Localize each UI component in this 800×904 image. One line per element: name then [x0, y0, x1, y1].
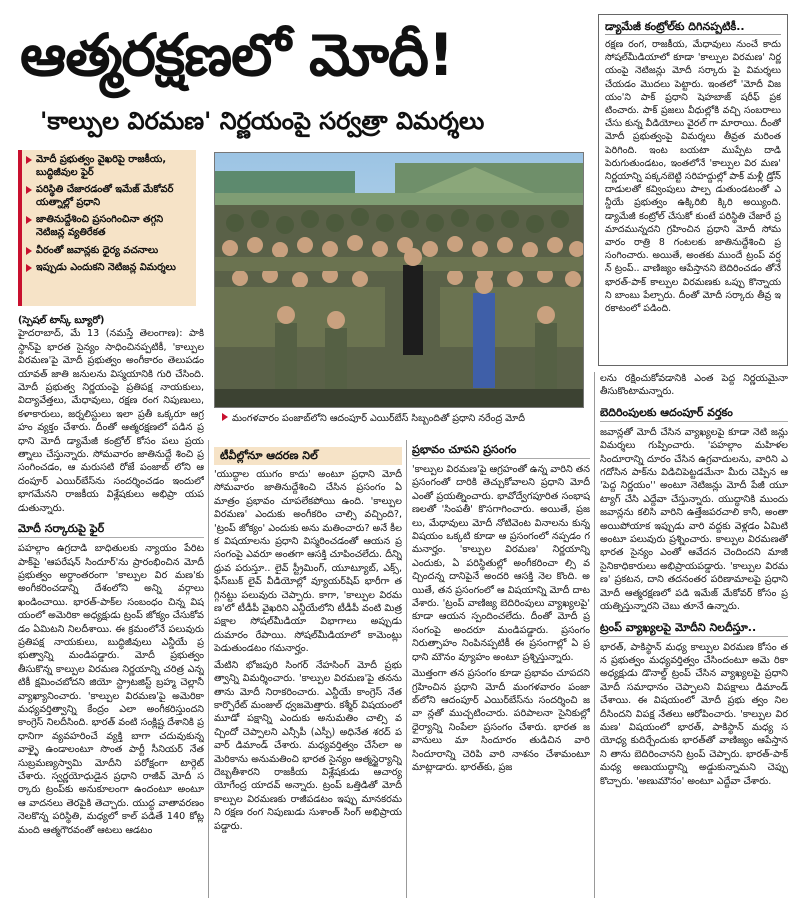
paragraph: మేటిని భోజపురి సింగర్ నేహసింగ్ మోదీ ప్రభు త్వాన్ని విమర్శించారు. 'కాల్పుల విరమణ'పై తనను తాను మోదీ నిరాకరించారు. ఎన్డీయే కాంగ్రెస్ నేత కార్పొరేట్ మంజుల్ ధ్వజమెత్తారు. కశ్మీర్ విషయంలో మూడో పక్షాన్ని ఎందుకు అనుమతిం చాల్సి వచ్చిందో చెప్పాలని ఎన్సీపీ (ఎస్పీ) అధినేత శరద్ పవార్ డిమాండ్ చేశారు. మధ్యవర్తిత్వం చేసేలా అమెరికాను అనుమతించి భారత సైన్యం ఆత్మస్థైర్యాన్ని దెబ్బతీశారని రాజకీయ విశ్లేషకుడు ఆచార్య యోగేంద్ర యాదవ్ అన్నారు. ట్రంప్ ఒత్తిడితో మోదీ కాల్పుల విరమణకు రాజీపడటం ఇప్పు మానకరమని రక్షణ రంగ నిపుణుడు సుశాంత్ సింగ్ అభిప్రాయపడ్డారు.: [214, 659, 402, 832]
highlight-item: వీరంతో జవాన్లకు ధైర్య వచనాలు: [26, 245, 192, 258]
bullet-icon: [26, 247, 32, 255]
column-divider: [594, 372, 595, 898]
photo-caption: మంగళవారం పంజాబ్‌లోని ఆదంపూర్ ఎయిర్‌బేస్ సిబ్బందితో ప్రధాని నరేంద్ర మోదీ: [214, 408, 584, 430]
sidebar-title: డ్యామేజీ కంట్రోల్‌కు దిగినప్పటికీ..: [605, 19, 781, 35]
paragraph: 'కాల్పుల విరమణ'పై ఆగ్రహంతో ఉన్న వారిని తన ప్రసంగంతో దారికి తెచ్చుకోవాలని ప్రధాని మోదీ ఎంతో ప్రయత్నించారు. భావోద్వేగపూరిత సంభాషణలతో 'సింపతీ' కొసగాగించారు. అయితే, ప్రజలు, మేధావులు మోదీ నోటివెంట వినాలను కున్న విషయం ఒక్కటి కూడా ఆ ప్రసంగంలో నప్పడం గమనార్హం. 'కాల్పుల విరమణ' నిర్ణయాన్ని ఎందుకు, ఏ పరిస్థితుల్లో అంగీకరించా ల్సి వచ్చిందన్న దానిపైనే అందరి ఆసక్తి నెల కొంది. అయితే, తన ప్రసంగంలో ఆ విషయాన్ని మోదీ దాటవేశారు. 'ట్రంప్ వాణిజ్య బెదిరింపులు వ్యాఖ్యలపై' కూడా ఆయన స్పందించలేదు. దీంతో మోదీ ప్రసంగంపై అందరూ మండిపడ్డారు. ప్రసంగం నిరుత్సాహం నింపినప్పటికీ ఈ ప్రసంగాల్లో ఏ ప్రధాని మౌనం వ్యూహం అంటూ ప్రశ్నిస్తున్నారు.: [412, 464, 590, 663]
paragraph: జవాన్లతో మోదీ చేసిన వ్యాఖ్యలపై కూడా నెటి జన్లు విమర్శలు గుప్పించారు. 'పహల్గాం మహిళల సిందూరాన్ని దూరం చేసిన ఉగ్రవాదులను, వారిని ఎగదోసిన పాక్‌ను విడిచిపెట్టడమేనా మీరు చెప్పిన ఆ 'పెద్ద నిర్ణయం'' అంటూ నెటిజన్లు మోదీ పేజీ యూ ట్యాగ్ చేసి ఎద్దేవా చేస్తున్నారు. యుద్ధానికి ముందు జవాన్లను కలిసి వారిని ఉత్తేజపరచాలి కానీ, అంతా అయిపోయాక ఇప్పుడు వారి వద్దకు వెళ్లడం ఏమిటి అంటూ పలువురు ప్రశ్నించారు. కాల్పుల విరమణతో భారత సైన్యం ఎంతో ఆవేదన చెందిందని మాజీ సైనికాధికారులు అభిప్రాయపడ్డారు. 'కాల్పుల విరమణ' ప్రకటన, దాని తదనంతర పరిణామాలపై ప్రధాని మోదీ ఆత్మరక్షణలో పడి ఇమేజ్ మేకోవర్ కోసం ప్రయత్నిస్తున్నారని చెబు తూనే ఉన్నారు.: [600, 426, 788, 613]
paragraph: 'యుద్ధాల యుగం కాదు' అంటూ ప్రధాని మోదీ సోమవారం జాతినుద్దేశించి చేసిన ప్రసంగం ఏ మాత్రం ప్రభావం చూపలేకపోయి ఉంది. 'కాల్పుల విరమణ' ఎందుకు అంగీకరిం చాల్సి వచ్చింది?, 'ట్రంప్ జోక్యం' ఎందుకు అను మతించారు? అనే కీలక విషయాలను ప్రధాని విస్మరించడంతో ఆయన ప్రసంగంపై ఎవరూ అంతగా ఆసక్తి చూపించలేదు. దీన్ని ధ్రువ పరుస్తూ.. లైవ్ స్ట్రీమింగ్, యూట్యూబ్, ఎక్స్, ఫేస్‌బుక్ లైవ్ వీడియోల్లో వ్యూయర్‌షిప్ భారీగా తగ్గినట్టు పలువురు చెప్పారు. కాగా, 'కాల్పుల విరమ ణ'లో టీడీపీ వైఖరిని ఎన్డీయేలోని టీడీపీ వంటి మిత్రపక్షాల సోషల్‌మీడియా విభాగాలు అప్పుడు దుమారం రేపాయి. సోషల్‌మీడియాలో కామెంట్లు పెడుతుండటం గమనార్హం.: [214, 469, 402, 655]
highlight-item: జాతినుద్దేశించి ప్రసంగించినా తగ్గని నెటిజన్ల వ్యతిరేకత: [26, 214, 192, 239]
highlight-item: పరిస్థితి చేజారడంతో ఇమేజ్ మేకోవర్ యత్నాల్లో ప్రధాని: [26, 184, 192, 209]
sidebar-box: [598, 14, 788, 366]
subheading: టీవీల్లోనూ ఆదరణ నిల్: [214, 447, 402, 465]
byline: (స్పెషల్ టాస్క్ బ్యూరో): [18, 315, 105, 326]
bullet-icon: [26, 264, 32, 272]
subheading: మోదీ సర్కారుపై ఫైర్: [18, 521, 204, 538]
paragraph: మొత్తంగా తన ప్రసంగం కూడా ప్రభావం చూపదని గ్రహించిన ప్రధాని మోదీ మంగళవారం పంజా బ్‌లోని ఆదంపూర్ ఎయిర్‌బేస్‌ను సందర్శించి జవా న్లతో ముచ్చటించారు. పరిపాలనా సైనికుల్లో ధైర్యాన్ని నింపేలా ప్రసంగం చేశారు. భారత జవానులు మా సిందూరం తుడిచిన వారి సిందూరాన్ని చెరిపి వారి నాశనం చేశామంటూ మాట్లాడారు. భారత్‌కు, ప్రజ: [412, 668, 590, 773]
news-photo: [214, 152, 584, 408]
caption-marker-icon: [222, 413, 228, 421]
paragraph: పహల్గాం ఉగ్రదాడి బాధితులకు న్యాయం పేరిట పాక్‌పై 'ఆపరేషన్ సిందూర్'ను ప్రారంభించిన మోదీ ప్రభుత్వం అర్ధాంతరంగా 'కాల్పుల విర మణ'కు అంగీకరించడాన్ని దేశంలోని అన్ని వర్గాలు ఖండించాయి. భారత్-పాక్‌ల సంబంధం చిన్న విషయంలో అమెరికా అధ్యక్షుడు ట్రంప్ జోక్యం చేసుకోవడం ఏమిటని నిలదీశాయి. ఈ క్రమంలోనే పలువురు ప్రతిపక్ష నాయకులు, బుద్ధిజీవులు ఎన్డీయే ప్రభుత్వాన్ని మండిపడ్డారు. మోదీ ప్రభుత్వం తీసుకొన్న కాల్పుల విరమణ నిర్ణయాన్ని చరిత్ర ఎన్నటికీ క్షమించబోదని జియో స్ట్రాటజిస్ట్ బ్రహ్మ చెల్లానీ వ్యాఖ్యానించారు. 'కాల్పుల విరమణ'పై అమెరికా మధ్యవర్తిత్వాన్ని కేంద్రం ఎలా అంగీకరిస్తుందని కాంగ్రెస్ నిలదీసింది. భారత్ వంటి సంక్లిష్ట దేశానికి ప్రధానిగా వ్యవహరించే వ్యక్తి బాగా చదువుకున్న వాళ్ళై ఉండాలంటూ సొంత పార్టీ సీనియర్ నేత సుబ్రమణ్యస్వామి మోదీని పరోక్షంగా టార్గెట్ చేశారు. స్వర్ణయోధుడైన ప్రధాని రాజీవ్ మోదీ సర్కారు ట్రంప్‌కు అనుకూలంగా ఉందంటూ అంటూ ఆ వాదనలు తెరపైకి తెచ్చారు. యుద్ధ వాతావరణం నెలకొన్న పరిస్థితి, మధ్యలో కాల్ పడితే 140 కోట్ల మంది ఆత్మగౌరవంతో ఆటలు ఆడటం: [18, 543, 204, 836]
bullet-icon: [26, 186, 32, 194]
column-1: [18, 314, 204, 898]
highlight-item: మోదీ ప్రభుత్వం వైఖరిపై రాజకీయ, బుద్ధిజీవుల ఫైర్: [26, 154, 192, 179]
highlights-box: [18, 150, 196, 306]
subheadline: 'కాల్పుల విరమణ' నిర్ణయంపై సర్వత్రా విమర్శలు: [40, 107, 485, 135]
bullet-icon: [26, 156, 32, 164]
paragraph: భారత్, పాకిస్థాన్ మధ్య కాల్పుల విరమణ కోసం తన ప్రభుత్వం మధ్యవర్తిత్వం చేసిందంటూ అమె రికా అధ్యక్షుడు డొనాల్డ్ ట్రంప్ చేసిన వ్యాఖ్యలపై ప్రధాని మోదీ సమాధానం చెప్పాలని విపక్షాలు డిమాండ్ చేశాయి. ఈ విషయంలో మోదీ ప్రభు త్వం నిలదీసిందని విపక్ష నేతలు ఆరోపించారు. 'కాల్పుల విరమణ' విషయంలో భారత్, పాకిస్థాన్ మధ్య సయోధ్య కుదిర్చేందుకు భారత్‌తో వాణిజ్యం ఆపేస్తానని తాను బెదిరించానని ట్రంప్ చెప్పారు. భారత్-పాక్ మధ్య అణుయుద్ధాన్ని అడ్డుకున్నామని చెప్పు కొచ్చారు. 'అణుమౌనం' అంటూ ఎద్దేవా చేశారు.: [600, 641, 788, 787]
column-2: [214, 468, 402, 898]
bullet-icon: [26, 216, 32, 224]
highlight-item: ఇప్పుడు ఎందుకని నెటిజన్ల విమర్శలు: [26, 262, 192, 275]
crowd-photo-illustration: [215, 153, 584, 408]
subheading: ప్రభావం చూపని ప్రసంగం: [412, 442, 590, 459]
headline: ఆత్మరక్షణలో మోదీ!: [20, 21, 454, 89]
column-4: [600, 372, 788, 898]
column-divider: [208, 440, 209, 898]
column-divider: [406, 440, 407, 898]
paragraph: హైదరాబాద్, మే 13 (నమస్తే తెలంగాణ): పాకి స్థాన్‌పై భారత సైన్యం సాధించినప్పటికీ, 'కాల్పుల విరమణ'పై మోదీ ప్రభుత్వం అంగీకారం తెలుపడం యావత్ జాతి జనులను విస్మయానికి గురి చేసింది. మోదీ ప్రభుత్వ నిర్ణయంపై ప్రతిపక్ష నాయకులు, విద్యావేత్తలు, మేధావులు, రక్షణ రంగ నిపుణులు, కళాకారులు, జర్నలిస్టులు ఇలా ప్రతీ ఒక్కరూ ఆగ్రహం వ్యక్తం చేశారు. దీంతో ఆత్మరక్షణలో పడిన ప్రధాని మోదీ డ్యామేజీ కంట్రోల్‌ కోసం పలు ప్రయత్నాలు చేస్తున్నారు. సోమవారం జాతినుద్దే శించి ప్రసంగించడం, ఆ మరుసటి రోజే పంజాబ్‌ లోని ఆదంపూర్ ఎయిర్‌బేస్‌ను సందర్శించడం ఇందులో భాగమేనని రాజకీయ విశ్లేషకులు అభిప్రా యపడుతున్నారు.: [18, 328, 204, 514]
subheading: ట్రంప్ వ్యాఖ్యలపై మోదీని నిలదీస్తూ..: [600, 620, 788, 637]
column-3: [412, 442, 590, 898]
paragraph: లను రక్షించుకోవడానికి ఎంత పెద్ద నిర్ణయమైనా తీసుకొంటామన్నారు.: [600, 373, 788, 398]
subheading: బెదిరింపులకు ఆదంపూర్ వర్తకం: [600, 405, 788, 422]
sidebar-text: రక్షణ రంగ, రాజకీయ, మేధావులు నుంచే కాదు సోషల్‌మీడియాలో కూడా 'కాల్పుల విరమణ' నిర్ణయంపై నెటిజన్లు మోదీ సర్కారు పై విమర్శలు చేయడం మొదలు పెట్టారు. ఇంతలో 'మోదీ విజయం'ని పాక్ ప్రధాని షెహబాజ్ షరీఫ్ ప్రకటించారు. పాక్ ప్రజలు వీధుల్లోకి వచ్చి సంబరాలు చేసు కున్న వీడియోలు వైరల్ గా మారాయి. దీంతో మోదీ ప్రభుత్వంపై విమర్శలు తీవ్రత మరింత పెరిగింది. ఇంట బయటా ముప్పేట దాడి పెరుగుతుండటం, ఇంతలోనే 'కాల్పుల విర మణ' నిర్ణయాన్ని పక్కనబెట్టి సరిహద్దుల్లో పాక్ మళ్లీ డ్రోన్ దాడులతో కవ్వింపులు పాల్ప డుతుండటంతో ఎన్డీయే ప్రభుత్వం ఉక్కిరిబి క్కిరి అయ్యింది. డ్యామేజీ కంట్రోల్ చేసుకో కుంటే పరిస్థితి చేజారే ప్రమాదమున్నదని గ్రహించిన ప్రధాని మోదీ సోమవారం రాత్రి 8 గంటలకు జాతినుద్దేశించి ప్రసంగించారు. అయితే, అంతకు ముందే ట్రంప్ వర్షన్ ట్రంప్.. వాణిజ్యం ఆపేస్తానని బెదిరించడం తోనే భారత్-పాక్ కాల్పుల విరమణకు ఒప్పు కొన్నాయని బాంబు పేల్చారు. దీంతో మోదీ సర్కారు తీవ్ర ఇరకాటంలో పడింది.: [605, 39, 781, 315]
